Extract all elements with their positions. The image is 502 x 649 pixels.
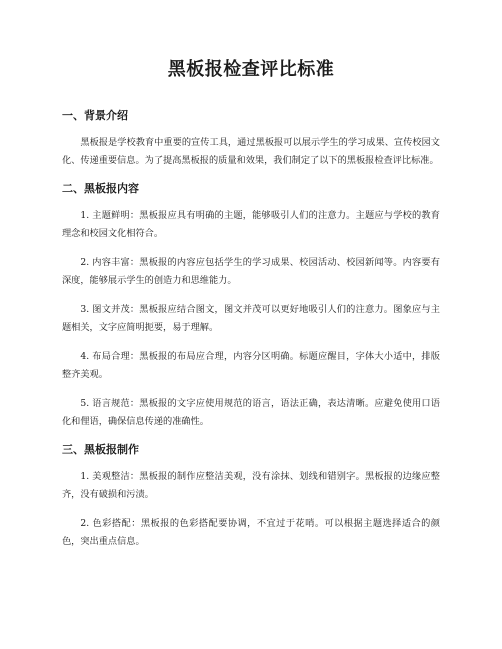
- paragraph: 4. 布局合理：黑板报的布局应合理，内容分区明确。标题应醒目，字体大小适中，排版整齐美观。: [62, 351, 440, 380]
- paragraph: 1. 主题鲜明：黑板报应具有明确的主题，能够吸引人们的注意力。主题应与学校的教育理念和校园文化相符合。: [62, 210, 440, 239]
- section-heading: 三、黑板报制作: [62, 443, 139, 456]
- paragraph: 5. 语言规范：黑板报的文字应使用规范的语言，语法正确，表达清晰。应避免使用口语化和俚语，确保信息传递的准确性。: [62, 398, 440, 427]
- paragraph: 1. 美观整洁：黑板报的制作应整洁美观，没有涂抹、划线和错别字。黑板报的边缘应整齐，没有破损和污渍。: [62, 471, 440, 500]
- section-heading: 一、背景介绍: [62, 109, 128, 122]
- paragraph: 2. 内容丰富：黑板报的内容应包括学生的学习成果、校园活动、校园新闻等。内容要有深度，能够展示学生的创造力和思维能力。: [62, 257, 440, 286]
- page-title: 黑板报检查评比标准: [167, 59, 335, 80]
- section-heading: 二、黑板报内容: [62, 182, 139, 195]
- section-production: [62, 442, 440, 551]
- section-background: [62, 108, 440, 170]
- section-content: [62, 181, 440, 431]
- paragraph: 黑板报是学校教育中重要的宣传工具，通过黑板报可以展示学生的学习成果、宣传校园文化、传递重要信息。为了提高黑板报的质量和效果，我们制定了以下的黑板报检查评比标准。: [62, 137, 440, 166]
- paragraph: 2. 色彩搭配：黑板报的色彩搭配要协调，不宜过于花哨。可以根据主题选择适合的颜色，突出重点信息。: [62, 518, 440, 547]
- paragraph: 3. 图文并茂：黑板报应结合图文，图文并茂可以更好地吸引人们的注意力。图象应与主题相关，文字应简明扼要，易于理解。: [62, 304, 440, 333]
